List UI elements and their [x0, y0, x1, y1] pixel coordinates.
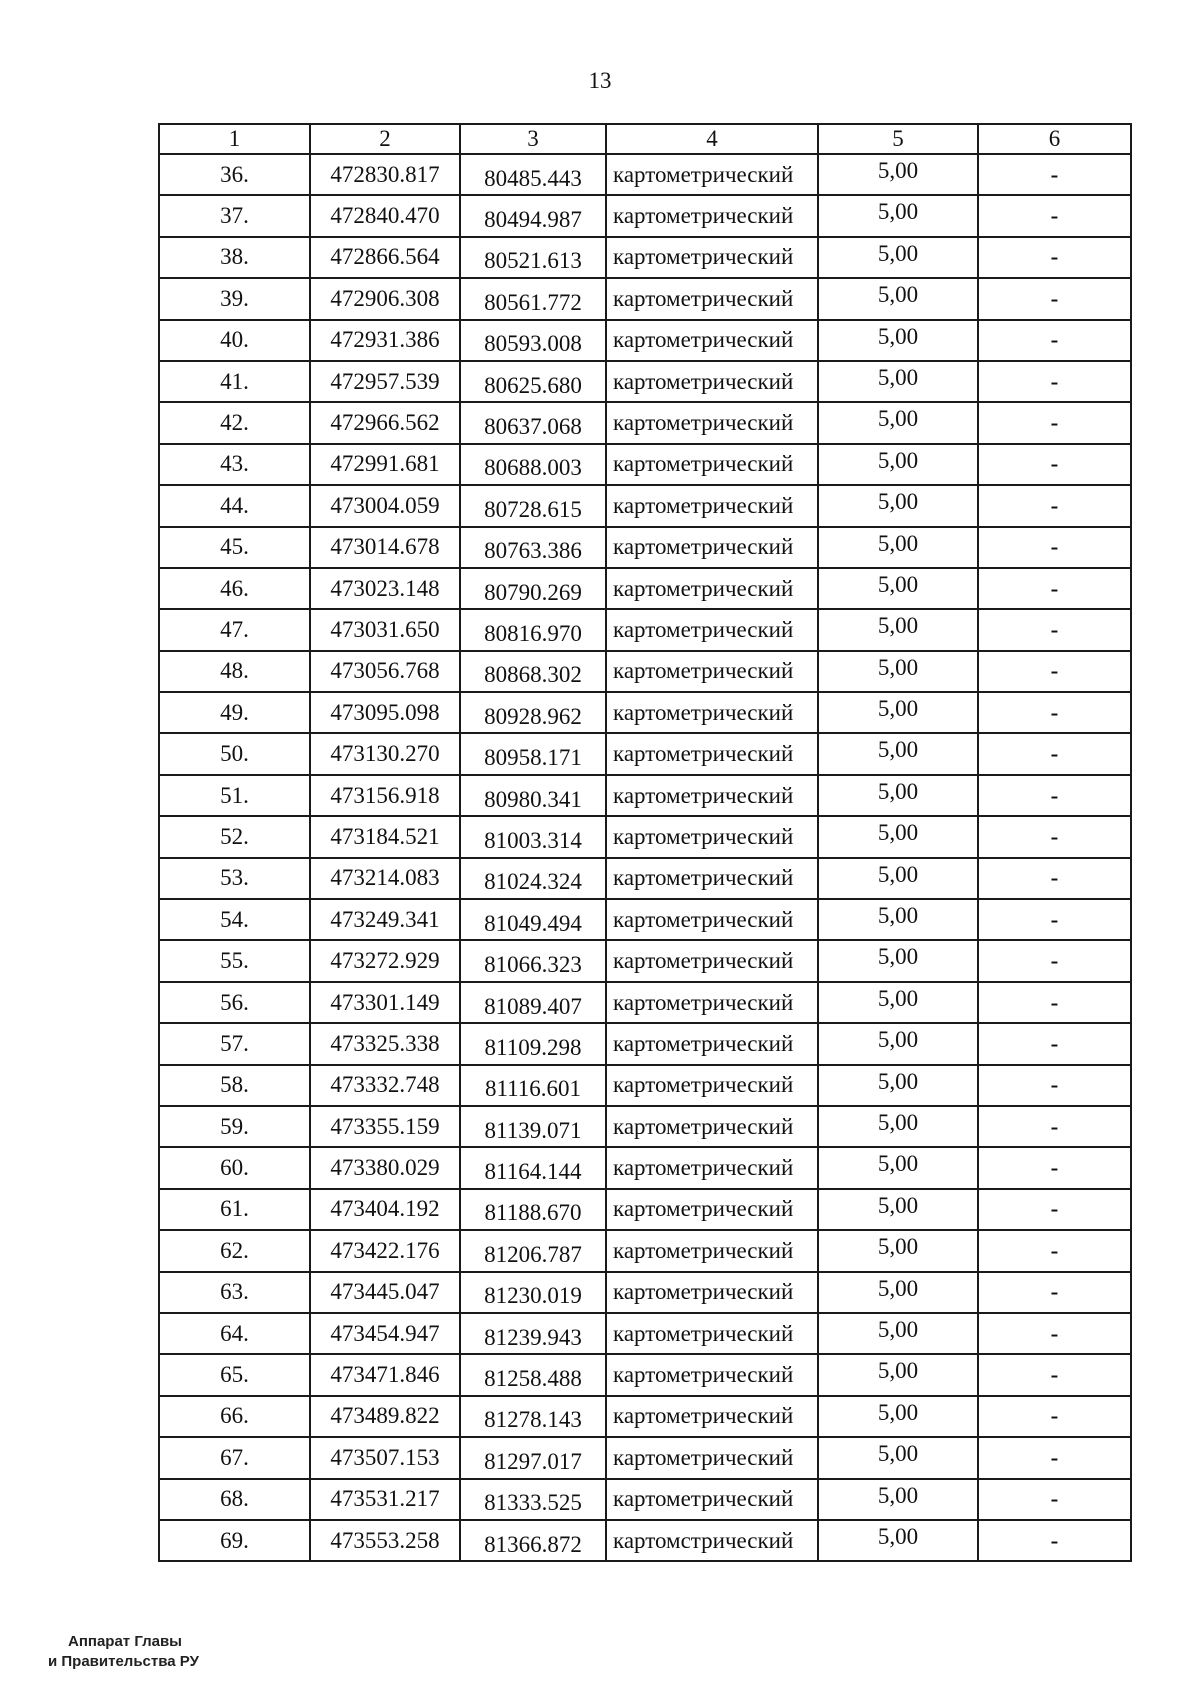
- method-cell: картометрический: [606, 1065, 818, 1106]
- table-row: [159, 1313, 1131, 1354]
- point-number-cell: 44.: [159, 485, 310, 526]
- method-cell: картометрический: [606, 1189, 818, 1230]
- note-cell: -: [978, 278, 1131, 319]
- note-cell: -: [978, 775, 1131, 816]
- coord-x-cell: 472840.470: [310, 195, 460, 236]
- accuracy-cell: 5,00: [818, 816, 978, 857]
- accuracy-cell: 5,00: [818, 1479, 978, 1520]
- method-cell: картометрический: [606, 444, 818, 485]
- coord-y-cell: 80521.613: [460, 237, 606, 278]
- table-row: [159, 1437, 1131, 1478]
- accuracy-cell: 5,00: [818, 1106, 978, 1147]
- accuracy-cell: 5,00: [818, 278, 978, 319]
- accuracy-cell: 5,00: [818, 609, 978, 650]
- header-cell: 3: [460, 124, 606, 154]
- accuracy-cell: 5,00: [818, 568, 978, 609]
- method-cell: картометрический: [606, 237, 818, 278]
- method-cell: картометрический: [606, 485, 818, 526]
- accuracy-cell: 5,00: [818, 237, 978, 278]
- coord-x-cell: 473553.258: [310, 1520, 460, 1561]
- table-row: [159, 237, 1131, 278]
- accuracy-cell: 5,00: [818, 1189, 978, 1230]
- table-row: [159, 444, 1131, 485]
- method-cell: картометрический: [606, 692, 818, 733]
- coord-x-cell: 473156.918: [310, 775, 460, 816]
- table-row: [159, 1147, 1131, 1188]
- point-number-cell: 48.: [159, 651, 310, 692]
- note-cell: -: [978, 154, 1131, 195]
- accuracy-cell: 5,00: [818, 320, 978, 361]
- coord-y-cell: 81066.323: [460, 940, 606, 981]
- point-number-cell: 42.: [159, 402, 310, 443]
- coord-x-cell: 473507.153: [310, 1437, 460, 1478]
- coord-y-cell: 80561.772: [460, 278, 606, 319]
- table-row: [159, 1520, 1131, 1561]
- point-number-cell: 60.: [159, 1147, 310, 1188]
- coordinates-table: [158, 123, 1132, 1562]
- coord-x-cell: 473095.098: [310, 692, 460, 733]
- point-number-cell: 57.: [159, 1023, 310, 1064]
- coord-x-cell: 473471.846: [310, 1354, 460, 1395]
- accuracy-cell: 5,00: [818, 195, 978, 236]
- note-cell: -: [978, 1354, 1131, 1395]
- method-cell: картометрический: [606, 1147, 818, 1188]
- coord-y-cell: 81230.019: [460, 1272, 606, 1313]
- coord-y-cell: 81188.670: [460, 1189, 606, 1230]
- note-cell: -: [978, 858, 1131, 899]
- method-cell: картометрический: [606, 651, 818, 692]
- coord-y-cell: 81089.407: [460, 982, 606, 1023]
- accuracy-cell: 5,00: [818, 982, 978, 1023]
- coord-x-cell: 472931.386: [310, 320, 460, 361]
- coord-y-cell: 80728.615: [460, 485, 606, 526]
- method-cell: картометрический: [606, 1437, 818, 1478]
- coord-x-cell: 473004.059: [310, 485, 460, 526]
- note-cell: -: [978, 1230, 1131, 1271]
- coord-y-cell: 81239.943: [460, 1313, 606, 1354]
- table-row: [159, 1065, 1131, 1106]
- method-cell: картометрический: [606, 527, 818, 568]
- header-cell: 5: [818, 124, 978, 154]
- point-number-cell: 51.: [159, 775, 310, 816]
- point-number-cell: 63.: [159, 1272, 310, 1313]
- table-row: [159, 278, 1131, 319]
- point-number-cell: 36.: [159, 154, 310, 195]
- accuracy-cell: 5,00: [818, 692, 978, 733]
- method-cell: картометрический: [606, 402, 818, 443]
- method-cell: картометрический: [606, 1396, 818, 1437]
- table-row: [159, 692, 1131, 733]
- coord-x-cell: 473249.341: [310, 899, 460, 940]
- point-number-cell: 37.: [159, 195, 310, 236]
- coord-x-cell: 473531.217: [310, 1479, 460, 1520]
- point-number-cell: 47.: [159, 609, 310, 650]
- table-row: [159, 402, 1131, 443]
- coord-y-cell: 81049.494: [460, 899, 606, 940]
- accuracy-cell: 5,00: [818, 1065, 978, 1106]
- note-cell: -: [978, 1106, 1131, 1147]
- point-number-cell: 43.: [159, 444, 310, 485]
- table-row: [159, 361, 1131, 402]
- note-cell: -: [978, 1437, 1131, 1478]
- table-row: [159, 1479, 1131, 1520]
- note-cell: -: [978, 940, 1131, 981]
- table-row: [159, 1023, 1131, 1064]
- coord-y-cell: 80928.962: [460, 692, 606, 733]
- table-row: [159, 1354, 1131, 1395]
- table-body: [159, 154, 1131, 1561]
- point-number-cell: 52.: [159, 816, 310, 857]
- coord-y-cell: 81258.488: [460, 1354, 606, 1395]
- table-header: [159, 124, 1131, 154]
- point-number-cell: 66.: [159, 1396, 310, 1437]
- accuracy-cell: 5,00: [818, 1520, 978, 1561]
- accuracy-cell: 5,00: [818, 775, 978, 816]
- note-cell: -: [978, 237, 1131, 278]
- coord-x-cell: 473014.678: [310, 527, 460, 568]
- table-row: [159, 320, 1131, 361]
- method-cell: картометрический: [606, 858, 818, 899]
- method-cell: картометрический: [606, 1354, 818, 1395]
- coord-x-cell: 472957.539: [310, 361, 460, 402]
- accuracy-cell: 5,00: [818, 154, 978, 195]
- point-number-cell: 38.: [159, 237, 310, 278]
- table-row: [159, 1230, 1131, 1271]
- table-row: [159, 154, 1131, 195]
- method-cell: картометрический: [606, 816, 818, 857]
- method-cell: картометрический: [606, 775, 818, 816]
- method-cell: картометрический: [606, 899, 818, 940]
- method-cell: картометрический: [606, 940, 818, 981]
- table-row: [159, 1272, 1131, 1313]
- coord-y-cell: 81116.601: [460, 1065, 606, 1106]
- note-cell: -: [978, 1479, 1131, 1520]
- point-number-cell: 50.: [159, 733, 310, 774]
- table-row: [159, 1396, 1131, 1437]
- organization-stamp: [48, 1632, 199, 1672]
- coord-y-cell: 81366.872: [460, 1520, 606, 1561]
- coord-x-cell: 473422.176: [310, 1230, 460, 1271]
- coord-x-cell: 473404.192: [310, 1189, 460, 1230]
- point-number-cell: 62.: [159, 1230, 310, 1271]
- note-cell: -: [978, 320, 1131, 361]
- accuracy-cell: 5,00: [818, 1147, 978, 1188]
- accuracy-cell: 5,00: [818, 899, 978, 940]
- coord-x-cell: 473023.148: [310, 568, 460, 609]
- table-row: [159, 1189, 1131, 1230]
- header-row: [159, 124, 1131, 154]
- method-cell: картометрический: [606, 1023, 818, 1064]
- coord-x-cell: 473355.159: [310, 1106, 460, 1147]
- point-number-cell: 64.: [159, 1313, 310, 1354]
- note-cell: -: [978, 1313, 1131, 1354]
- accuracy-cell: 5,00: [818, 1354, 978, 1395]
- point-number-cell: 56.: [159, 982, 310, 1023]
- coord-x-cell: 473130.270: [310, 733, 460, 774]
- header-cell: 1: [159, 124, 310, 154]
- note-cell: -: [978, 733, 1131, 774]
- method-cell: картометрический: [606, 1106, 818, 1147]
- note-cell: -: [978, 816, 1131, 857]
- note-cell: -: [978, 568, 1131, 609]
- method-cell: картометрический: [606, 1313, 818, 1354]
- coord-x-cell: 473380.029: [310, 1147, 460, 1188]
- coord-y-cell: 81278.143: [460, 1396, 606, 1437]
- stamp-line: и Правительства РУ: [48, 1653, 199, 1670]
- method-cell: картометрический: [606, 609, 818, 650]
- accuracy-cell: 5,00: [818, 733, 978, 774]
- point-number-cell: 68.: [159, 1479, 310, 1520]
- point-number-cell: 61.: [159, 1189, 310, 1230]
- point-number-cell: 55.: [159, 940, 310, 981]
- method-cell: картометрический: [606, 154, 818, 195]
- accuracy-cell: 5,00: [818, 402, 978, 443]
- coord-x-cell: 473272.929: [310, 940, 460, 981]
- coord-y-cell: 81109.298: [460, 1023, 606, 1064]
- coord-x-cell: 473454.947: [310, 1313, 460, 1354]
- coord-y-cell: 80980.341: [460, 775, 606, 816]
- coord-y-cell: 80763.386: [460, 527, 606, 568]
- table-row: [159, 733, 1131, 774]
- note-cell: -: [978, 1023, 1131, 1064]
- point-number-cell: 59.: [159, 1106, 310, 1147]
- coord-x-cell: 472991.681: [310, 444, 460, 485]
- method-cell: картомстрический: [606, 1520, 818, 1561]
- method-cell: картометрический: [606, 1230, 818, 1271]
- coord-x-cell: 473301.149: [310, 982, 460, 1023]
- accuracy-cell: 5,00: [818, 1313, 978, 1354]
- table-row: [159, 485, 1131, 526]
- header-cell: 2: [310, 124, 460, 154]
- coord-y-cell: 80688.003: [460, 444, 606, 485]
- coord-y-cell: 81139.071: [460, 1106, 606, 1147]
- coord-y-cell: 80625.680: [460, 361, 606, 402]
- note-cell: -: [978, 982, 1131, 1023]
- coord-x-cell: 473445.047: [310, 1272, 460, 1313]
- coord-x-cell: 473489.822: [310, 1396, 460, 1437]
- table-row: [159, 527, 1131, 568]
- accuracy-cell: 5,00: [818, 1396, 978, 1437]
- accuracy-cell: 5,00: [818, 858, 978, 899]
- coord-y-cell: 80816.970: [460, 609, 606, 650]
- coord-x-cell: 473184.521: [310, 816, 460, 857]
- accuracy-cell: 5,00: [818, 1023, 978, 1064]
- point-number-cell: 58.: [159, 1065, 310, 1106]
- coord-y-cell: 80494.987: [460, 195, 606, 236]
- coord-x-cell: 473214.083: [310, 858, 460, 899]
- coord-y-cell: 81333.525: [460, 1479, 606, 1520]
- coord-y-cell: 80593.008: [460, 320, 606, 361]
- table-row: [159, 982, 1131, 1023]
- point-number-cell: 69.: [159, 1520, 310, 1561]
- note-cell: -: [978, 609, 1131, 650]
- note-cell: -: [978, 527, 1131, 568]
- header-cell: 6: [978, 124, 1131, 154]
- coord-y-cell: 80958.171: [460, 733, 606, 774]
- note-cell: -: [978, 1065, 1131, 1106]
- note-cell: -: [978, 1147, 1131, 1188]
- accuracy-cell: 5,00: [818, 651, 978, 692]
- method-cell: картометрический: [606, 195, 818, 236]
- table-row: [159, 651, 1131, 692]
- accuracy-cell: 5,00: [818, 361, 978, 402]
- accuracy-cell: 5,00: [818, 485, 978, 526]
- note-cell: -: [978, 1520, 1131, 1561]
- point-number-cell: 45.: [159, 527, 310, 568]
- coord-y-cell: 80790.269: [460, 568, 606, 609]
- note-cell: -: [978, 1272, 1131, 1313]
- accuracy-cell: 5,00: [818, 1230, 978, 1271]
- coord-x-cell: 472966.562: [310, 402, 460, 443]
- note-cell: -: [978, 1189, 1131, 1230]
- note-cell: -: [978, 899, 1131, 940]
- header-cell: 4: [606, 124, 818, 154]
- note-cell: -: [978, 692, 1131, 733]
- point-number-cell: 54.: [159, 899, 310, 940]
- coord-x-cell: 472830.817: [310, 154, 460, 195]
- method-cell: картометрический: [606, 361, 818, 402]
- method-cell: картометрический: [606, 278, 818, 319]
- table-row: [159, 1106, 1131, 1147]
- point-number-cell: 41.: [159, 361, 310, 402]
- table-row: [159, 775, 1131, 816]
- coord-x-cell: 473031.650: [310, 609, 460, 650]
- note-cell: -: [978, 402, 1131, 443]
- point-number-cell: 39.: [159, 278, 310, 319]
- accuracy-cell: 5,00: [818, 444, 978, 485]
- coord-x-cell: 473325.338: [310, 1023, 460, 1064]
- note-cell: -: [978, 195, 1131, 236]
- point-number-cell: 65.: [159, 1354, 310, 1395]
- stamp-line: Аппарат Главы: [68, 1633, 182, 1650]
- coord-x-cell: 473056.768: [310, 651, 460, 692]
- point-number-cell: 40.: [159, 320, 310, 361]
- coord-y-cell: 80637.068: [460, 402, 606, 443]
- point-number-cell: 53.: [159, 858, 310, 899]
- point-number-cell: 46.: [159, 568, 310, 609]
- method-cell: картометрический: [606, 1272, 818, 1313]
- table-row: [159, 609, 1131, 650]
- point-number-cell: 67.: [159, 1437, 310, 1478]
- accuracy-cell: 5,00: [818, 940, 978, 981]
- table-row: [159, 568, 1131, 609]
- method-cell: картометрический: [606, 733, 818, 774]
- note-cell: -: [978, 485, 1131, 526]
- accuracy-cell: 5,00: [818, 1272, 978, 1313]
- note-cell: -: [978, 444, 1131, 485]
- accuracy-cell: 5,00: [818, 527, 978, 568]
- method-cell: картометрический: [606, 568, 818, 609]
- table-row: [159, 940, 1131, 981]
- note-cell: -: [978, 361, 1131, 402]
- coord-y-cell: 81024.324: [460, 858, 606, 899]
- coord-y-cell: 80485.443: [460, 154, 606, 195]
- page-number: 13: [588, 68, 612, 93]
- note-cell: -: [978, 651, 1131, 692]
- table-row: [159, 195, 1131, 236]
- coord-x-cell: 473332.748: [310, 1065, 460, 1106]
- table-row: [159, 816, 1131, 857]
- table-row: [159, 899, 1131, 940]
- coord-y-cell: 81206.787: [460, 1230, 606, 1271]
- coord-y-cell: 81003.314: [460, 816, 606, 857]
- point-number-cell: 49.: [159, 692, 310, 733]
- coord-y-cell: 80868.302: [460, 651, 606, 692]
- method-cell: картометрический: [606, 982, 818, 1023]
- coord-y-cell: 81164.144: [460, 1147, 606, 1188]
- accuracy-cell: 5,00: [818, 1437, 978, 1478]
- table-row: [159, 858, 1131, 899]
- coord-x-cell: 472906.308: [310, 278, 460, 319]
- coord-y-cell: 81297.017: [460, 1437, 606, 1478]
- note-cell: -: [978, 1396, 1131, 1437]
- coord-x-cell: 472866.564: [310, 237, 460, 278]
- method-cell: картометрический: [606, 1479, 818, 1520]
- method-cell: картометрический: [606, 320, 818, 361]
